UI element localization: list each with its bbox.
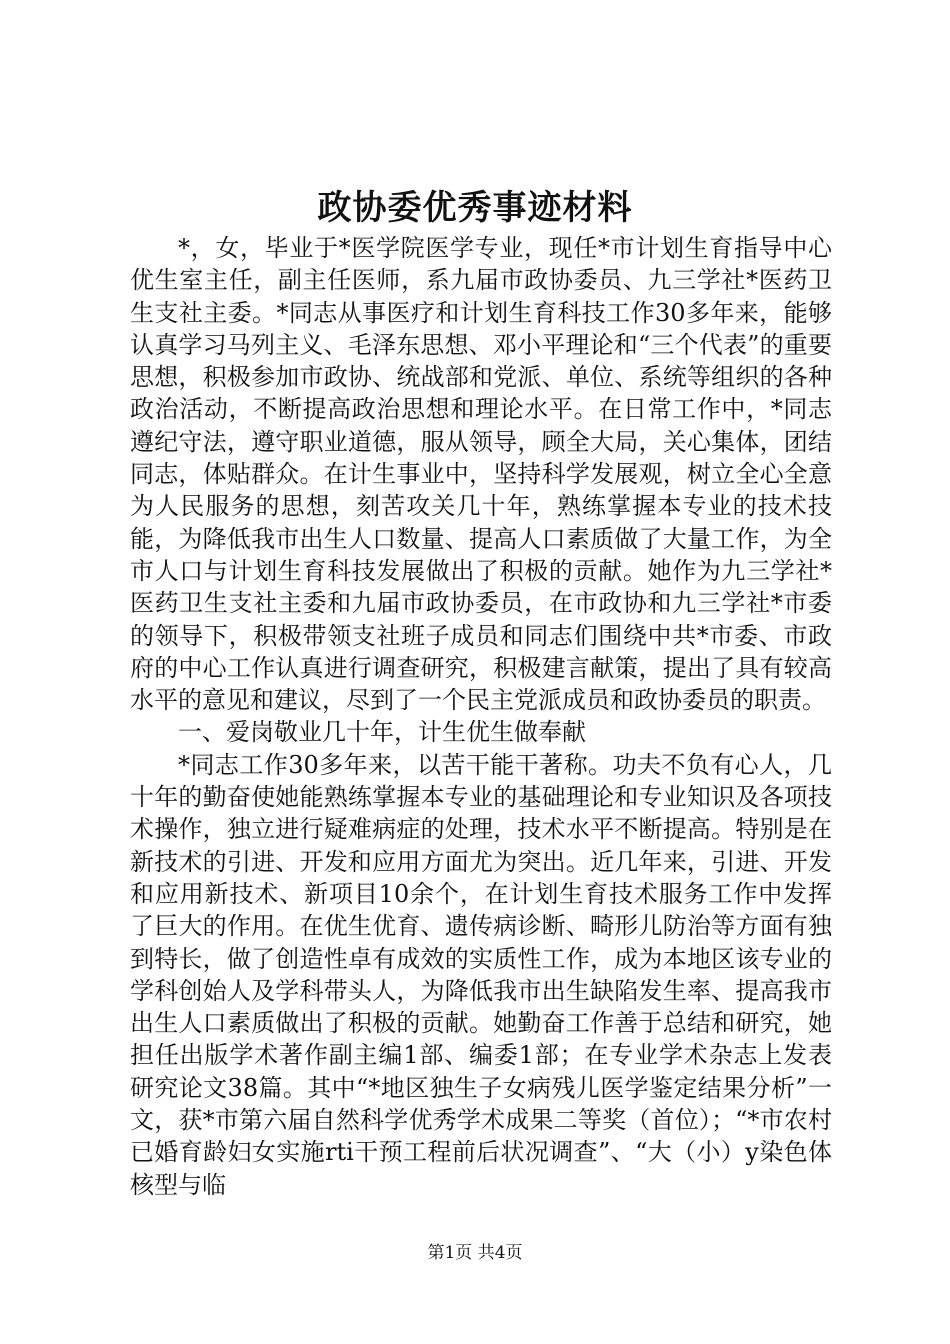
page-number-footer: 第1页 共4页 bbox=[427, 1243, 523, 1263]
document-body bbox=[130, 232, 832, 1201]
section-heading-1: 一、爱岗敬业几十年，计生优生做奉献 bbox=[178, 718, 586, 747]
paragraph-intro: *，女，毕业于*医学院医学专业，现任*市计划生育指导中心优生室主任，副主任医师，系九届市政协委员、九三学社*医药卫生支社主委。*同志从事医疗和计划生育科技工作30多年来，能够认真学习马列主义、毛泽东思想、邓小平理论和“三个代表”的重要思想，积极参加市政协、统战部和党派、单位、系统等组织的各种政治活动，不断提高政治思想和理论水平。在日常工作中，*同志遵纪守法，遵守职业道德，服从领导，顾全大局，关心集体，团结同志，体贴群众。在计生事业中，坚持科学发展观，树立全心全意为人民服务的思想，刻苦攻关几十年，熟练掌握本专业的技术技能，为降低我市出生人口数量、提高人口素质做了大量工作，为全市人口与计划生育科技发展做出了积极的贡献。她作为九三学社*医药卫生支社主委和九届市政协委员，在市政协和九三学社*市委的领导下，积极带领支社班子成员和同志们围绕中共*市委、市政府的中心工作认真进行调查研究，积极建言献策，提出了具有较高水平的意见和建议，尽到了一个民主党派成员和政协委员的职责。 bbox=[130, 234, 832, 715]
document-title: 政协委优秀事迹材料 bbox=[317, 188, 633, 228]
paragraph-section-1: *同志工作30多年来，以苦干能干著称。功夫不负有心人，几十年的勤奋使她能熟练掌握本专业的基础理论和专业知识及各项技术操作，独立进行疑难病症的处理，技术水平不断提高。特别是在新技术的引进、开发和应用方面尤为突出。近几年来，引进、开发和应用新技术、新项目10余个，在计划生育技术服务工作中发挥了巨大的作用。在优生优育、遗传病诊断、畸形儿防治等方面有独到特长，做了创造性卓有成效的实质性工作，成为本地区该专业的学科创始人及学科带头人，为降低我市出生缺陷发生率、提高我市出生人口素质做出了积极的贡献。她勤奋工作善于总结和研究，她担任出版学术著作副主编1部、编委1部；在专业学术杂志上发表研究论文38篇。其中“*地区独生子女病残儿医学鉴定结果分析”一文，获*市第六届自然科学优秀学术成果二等奖（首位）；“*市农村已婚育龄妇女实施rti干预工程前后状况调查”、“大（小）y染色体核型与临 bbox=[130, 750, 832, 1199]
